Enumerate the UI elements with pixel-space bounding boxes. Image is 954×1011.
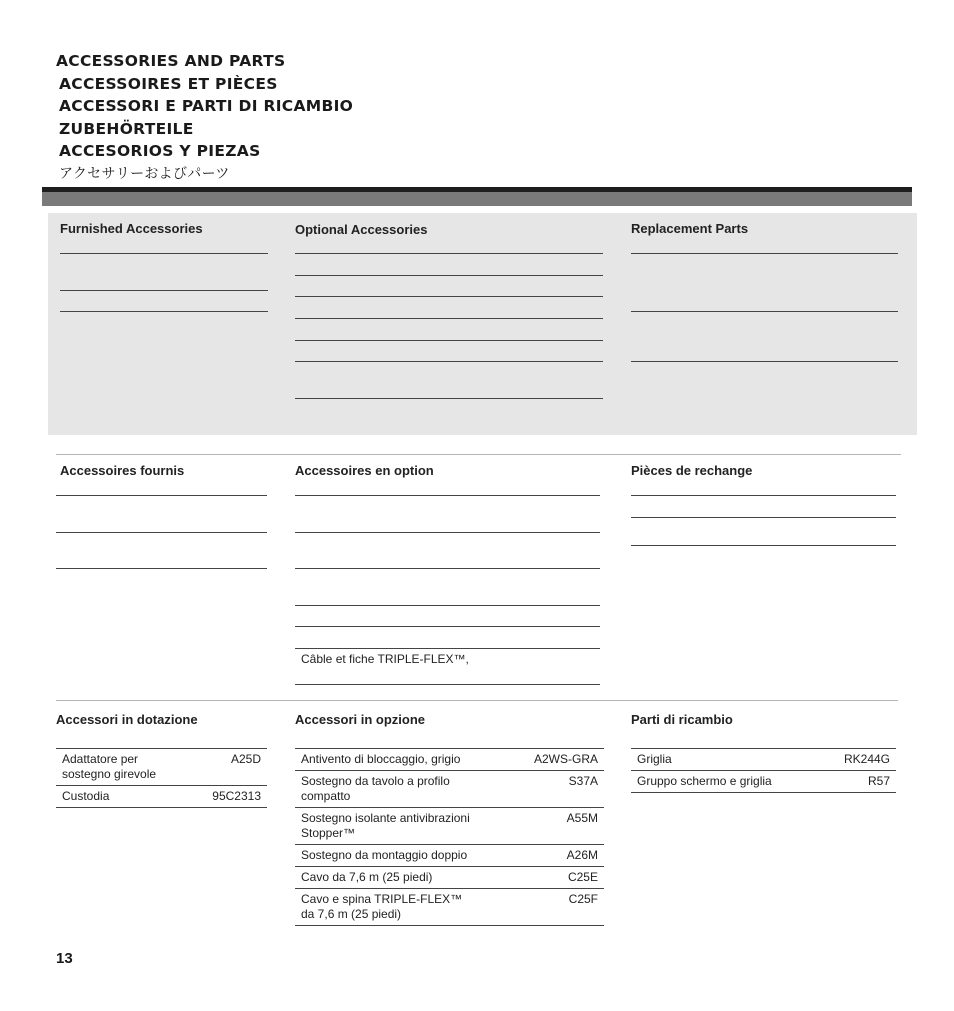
rule — [60, 290, 268, 291]
item-code: A2WS-GRA — [533, 752, 598, 766]
optional-items-table — [295, 748, 604, 926]
table-row — [295, 889, 604, 926]
rule — [631, 253, 898, 254]
rule — [295, 648, 600, 649]
table-row — [295, 771, 604, 808]
item-code: A25D — [230, 752, 261, 766]
table-row — [295, 845, 604, 867]
table-row — [631, 771, 896, 793]
item-code: RK244G — [843, 752, 890, 766]
rule — [295, 361, 603, 362]
item-code: R57 — [867, 774, 890, 788]
item-description: Adattatore per sostegno girevole — [62, 752, 157, 781]
rule — [295, 532, 600, 533]
item-description: Cavo da 7,6 m (25 piedi) — [301, 870, 433, 884]
rule — [631, 517, 896, 518]
title-english: ACCESSORIES AND PARTS — [56, 52, 286, 70]
furnished-accessories-heading: Furnished Accessories — [60, 221, 203, 236]
rule — [295, 296, 603, 297]
rule — [295, 605, 600, 606]
table-row — [631, 749, 896, 771]
furnished-items-table — [56, 748, 267, 808]
section-separator — [56, 454, 901, 455]
replacement-parts-heading: Replacement Parts — [631, 221, 749, 236]
rule — [631, 545, 896, 546]
rule — [56, 568, 267, 569]
rule — [631, 495, 896, 496]
item-description: Antivento di bloccaggio, grigio — [301, 752, 461, 766]
table-row — [295, 867, 604, 889]
parti-di-ricambio-heading: Parti di ricambio — [631, 712, 733, 727]
rule — [631, 311, 898, 312]
title-french: ACCESSOIRES ET PIÈCES — [59, 74, 278, 93]
optional-accessories-heading: Optional Accessories — [295, 222, 428, 237]
item-description: Sostegno da tavolo a profilo compatto — [301, 774, 450, 803]
page-number: 13 — [56, 950, 73, 967]
english-section-panel — [48, 213, 917, 435]
table-row — [56, 786, 267, 808]
rule — [295, 398, 603, 399]
item-description: Sostegno isolante antivibrazioni Stopper™ — [301, 811, 470, 840]
rule — [60, 253, 268, 254]
rule — [295, 318, 603, 319]
item-code: C25F — [568, 892, 598, 906]
pieces-de-rechange-heading: Pièces de rechange — [631, 463, 753, 478]
rule — [60, 311, 268, 312]
rule — [295, 340, 603, 341]
header-divider-gray — [42, 192, 912, 206]
item-description: Custodia — [62, 789, 110, 803]
rule — [295, 253, 603, 254]
item-code: 95C2313 — [212, 789, 261, 803]
item-description: Gruppo schermo e griglia — [637, 774, 772, 788]
title-italian: ACCESSORI E PARTI DI RICAMBIO — [59, 97, 354, 116]
item-description: Griglia — [637, 752, 672, 766]
optional-row-text: Câble et fiche TRIPLE-FLEX™, — [301, 652, 469, 666]
item-code: C25E — [567, 870, 598, 884]
accessoires-en-option-heading: Accessoires en option — [295, 463, 434, 478]
rule — [56, 495, 267, 496]
accessoires-fournis-heading: Accessoires fournis — [60, 463, 185, 478]
title-japanese: アクセサリーおよびパーツ — [59, 165, 230, 182]
title-german: ZUBEHÖRTEILE — [59, 119, 194, 138]
rule — [295, 275, 603, 276]
table-row — [295, 749, 604, 771]
item-description: Sostegno da montaggio doppio — [301, 848, 468, 862]
item-code: S37A — [568, 774, 598, 788]
item-code: A26M — [566, 848, 598, 862]
item-description: Cavo e spina TRIPLE-FLEX™ da 7,6 m (25 piedi) — [301, 892, 463, 921]
rule — [295, 626, 600, 627]
accessori-in-opzione-heading: Accessori in opzione — [295, 712, 426, 727]
item-code: A55M — [566, 811, 598, 825]
rule — [56, 532, 267, 533]
title-block — [56, 50, 353, 185]
rule — [295, 568, 600, 569]
table-row — [56, 749, 267, 786]
rule — [631, 361, 898, 362]
accessori-in-dotazione-heading: Accessori in dotazione — [56, 712, 198, 727]
title-spanish: ACCESORIOS Y PIEZAS — [59, 142, 261, 161]
rule — [295, 495, 600, 496]
rule — [295, 684, 600, 685]
section-separator — [56, 700, 898, 701]
replacement-items-table — [631, 748, 896, 793]
table-row — [295, 808, 604, 845]
